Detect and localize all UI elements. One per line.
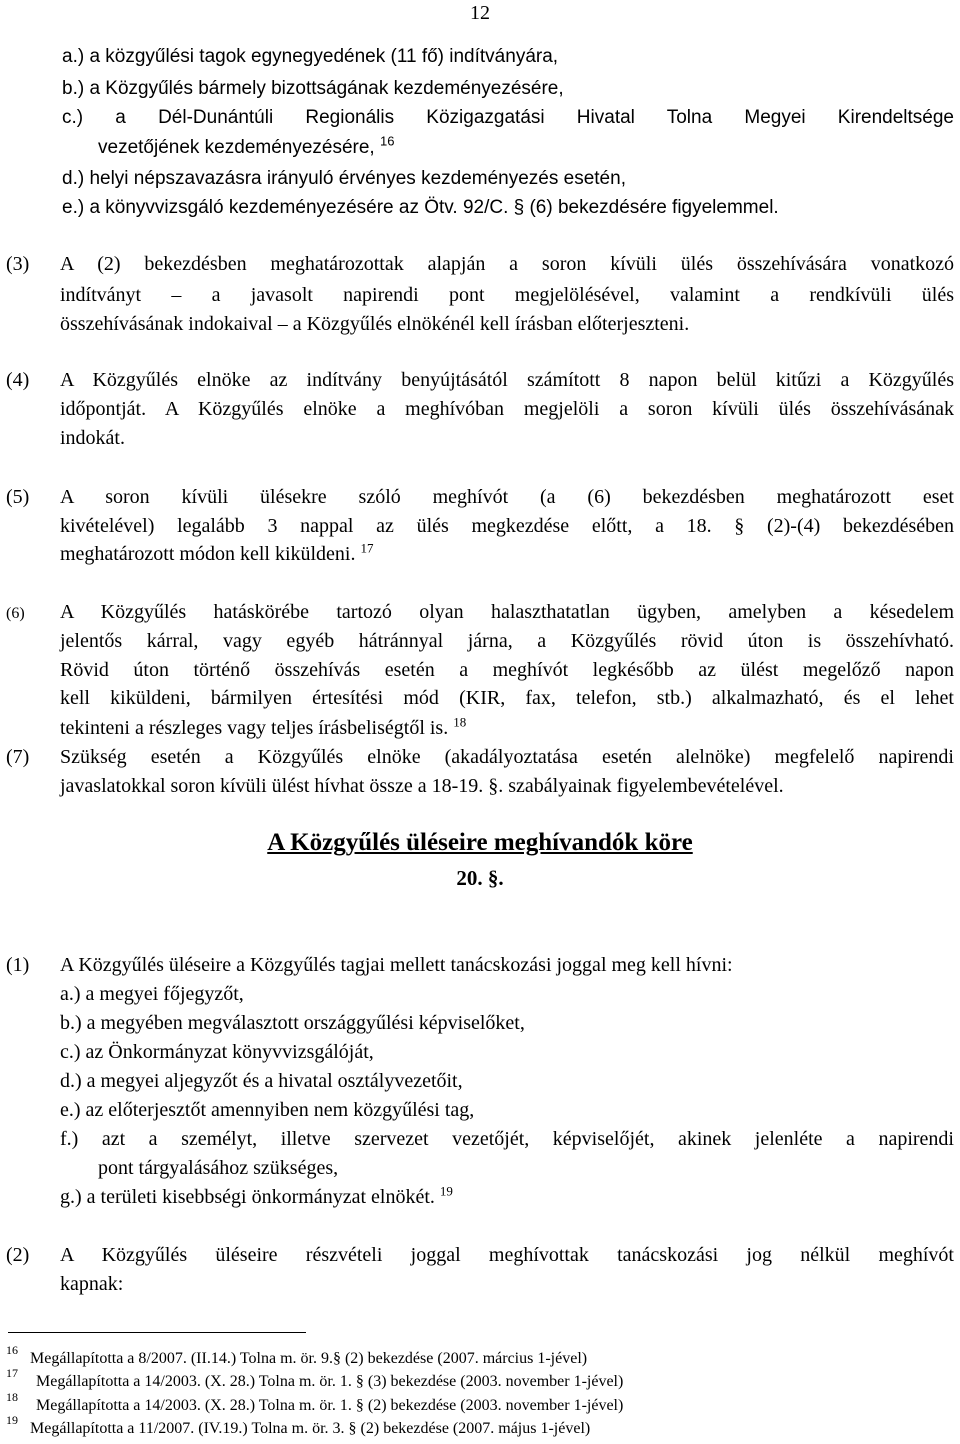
- page-number: 12: [470, 2, 490, 24]
- footnote-18: Megállapította a 14/2003. (X. 28.) Tolna m. ör. 1. § (2) bekezdése (2003. november 1-jével): [36, 1397, 624, 1414]
- p6-line-5: [60, 715, 466, 741]
- footnote-19: Megállapította a 11/2007. (IV.19.) Tolna m. ör. 3. § (2) bekezdése (2007. május 1-jével): [30, 1420, 591, 1437]
- p6-line-5-text: tekinteni a részleges vagy teljes írásbeliségtől is.: [60, 717, 449, 739]
- s2-line-2: kapnak:: [60, 1273, 124, 1295]
- s1-number: (1): [6, 954, 30, 976]
- list-item-c-cont: [98, 135, 394, 161]
- p3-line-3: összehívásának indokaival – a Közgyűlés elnökénél kell írásban előterjeszteni.: [60, 313, 690, 335]
- s1-item-f: f.) azt a személyt, illetve szervezet vezetőjét, képviselőjét, akinek jelenléte a napirendi: [60, 1128, 954, 1150]
- footnote-divider: [8, 1332, 306, 1333]
- s1-item-f-cont: pont tárgyalásához szükséges,: [98, 1157, 339, 1179]
- p3-line-1: A (2) bekezdésben meghatározottak alapján a soron kívüli ülés összehívására vonatkozó: [60, 253, 954, 275]
- s1-item-a: a.) a megyei főjegyzőt,: [60, 983, 244, 1005]
- p4-line-1: A Közgyűlés elnöke az indítvány benyújtásától számított 8 napon belül kitűzi a Közgyűlés: [60, 369, 954, 391]
- p6-line-4: kell kiküldeni, bármilyen értesítési mód (KIR, fax, telefon, stb.) alkalmazható, és el lehet: [60, 687, 954, 709]
- s1-item-b: b.) a megyében megválasztott országgyűlési képviselőket,: [60, 1012, 525, 1034]
- s2-number: (2): [6, 1244, 30, 1266]
- p4-line-3: indokát.: [60, 427, 125, 449]
- paragraph-number-7: (7): [6, 746, 30, 768]
- footnote-17-number: 17: [6, 1366, 18, 1380]
- p5-line-3: [60, 541, 374, 567]
- footnote-17: Megállapította a 14/2003. (X. 28.) Tolna m. ör. 1. § (3) bekezdése (2003. november 1-jével): [36, 1373, 624, 1390]
- p7-line-1: Szükség esetén a Közgyűlés elnöke (akadályoztatása esetén alelnöke) megfelelő napirendi: [60, 746, 954, 768]
- p5-line-3-text: meghatározott módon kell kiküldeni.: [60, 543, 356, 565]
- list-item-c: c.) a Dél-Dunántúli Regionális Közigazgatási Hivatal Tolna Megyei Kirendeltsége: [62, 107, 954, 128]
- footnote-ref-16: 16: [380, 133, 395, 149]
- footnote-ref-18: 18: [453, 714, 467, 730]
- list-item-d: d.) helyi népszavazásra irányuló érvényes kezdeményezés esetén,: [62, 168, 626, 189]
- list-item-b: b.) a Közgyűlés bármely bizottságának kezdeményezésére,: [62, 78, 564, 99]
- footnote-16-number: 16: [6, 1343, 18, 1357]
- list-item-a: a.) a közgyűlési tagok egynegyedének (11 fő) indítványára,: [62, 46, 559, 67]
- footnote-18-number: 18: [6, 1390, 18, 1404]
- list-item-e: e.) a könyvvizsgáló kezdeményezésére az Ötv. 92/C. § (6) bekezdésére figyelemmel.: [62, 197, 779, 218]
- s1-item-c: c.) az Önkormányzat könyvvizsgálóját,: [60, 1041, 374, 1063]
- s1-item-g: [60, 1184, 453, 1210]
- footnote-ref-17: 17: [360, 540, 374, 556]
- p3-line-2: indítványt – a javasolt napirendi pont megjelölésével, valamint a rendkívüli ülés: [60, 284, 954, 306]
- s1-item-d: d.) a megyei aljegyzőt és a hivatal osztályvezetőit,: [60, 1070, 463, 1092]
- p7-line-2: javaslatokkal soron kívüli ülést hívhat össze a 18-19. §. szabályainak figyelembevételével.: [60, 775, 784, 797]
- p6-line-3: Rövid úton történő összehívás esetén a meghívót legkésőbb az ülést megelőző napon: [60, 659, 954, 681]
- p6-line-1: A Közgyűlés hatáskörébe tartozó olyan halaszthatatlan ügyben, amelyben a késedelem: [60, 601, 954, 623]
- s2-line-1: A Közgyűlés üléseire részvételi joggal meghívottak tanácskozási jog nélkül meghívót: [60, 1244, 954, 1266]
- paragraph-number-6: (6): [6, 605, 25, 622]
- s1-item-g-text: g.) a területi kisebbségi önkormányzat elnökét.: [60, 1186, 435, 1208]
- footnote-19-number: 19: [6, 1413, 18, 1427]
- p6-line-2: jelentős kárral, vagy egyéb hátránnyal járna, a Közgyűlés rövid úton is összehívható.: [60, 630, 954, 652]
- footnote-ref-19: 19: [439, 1183, 453, 1199]
- s1-item-e: e.) az előterjesztőt amennyiben nem közgyűlési tag,: [60, 1099, 475, 1121]
- paragraph-number-4: (4): [6, 369, 30, 391]
- p5-line-1: A soron kívüli ülésekre szóló meghívót (a (6) bekezdésben meghatározott eset: [60, 486, 954, 508]
- p4-line-2: időpontját. A Közgyűlés elnöke a meghívóban megjelöli a soron kívüli ülés összehívásának: [60, 398, 954, 420]
- paragraph-number-3: (3): [6, 253, 30, 275]
- section-heading: A Közgyűlés üléseire meghívandók köre: [267, 829, 693, 856]
- footnote-16: Megállapította a 8/2007. (II.14.) Tolna m. ör. 9.§ (2) bekezdése (2007. március 1-jével): [30, 1350, 588, 1367]
- s1-intro: A Közgyűlés üléseire a Közgyűlés tagjai mellett tanácskozási joggal meg kell hívni:: [60, 954, 733, 976]
- paragraph-number-5: (5): [6, 486, 30, 508]
- list-item-c-cont-text: vezetőjének kezdeményezésére,: [98, 137, 375, 158]
- section-number: 20. §.: [456, 866, 504, 890]
- p5-line-2: kivételével) legalább 3 nappal az ülés megkezdése előtt, a 18. § (2)-(4) bekezdésében: [60, 515, 954, 537]
